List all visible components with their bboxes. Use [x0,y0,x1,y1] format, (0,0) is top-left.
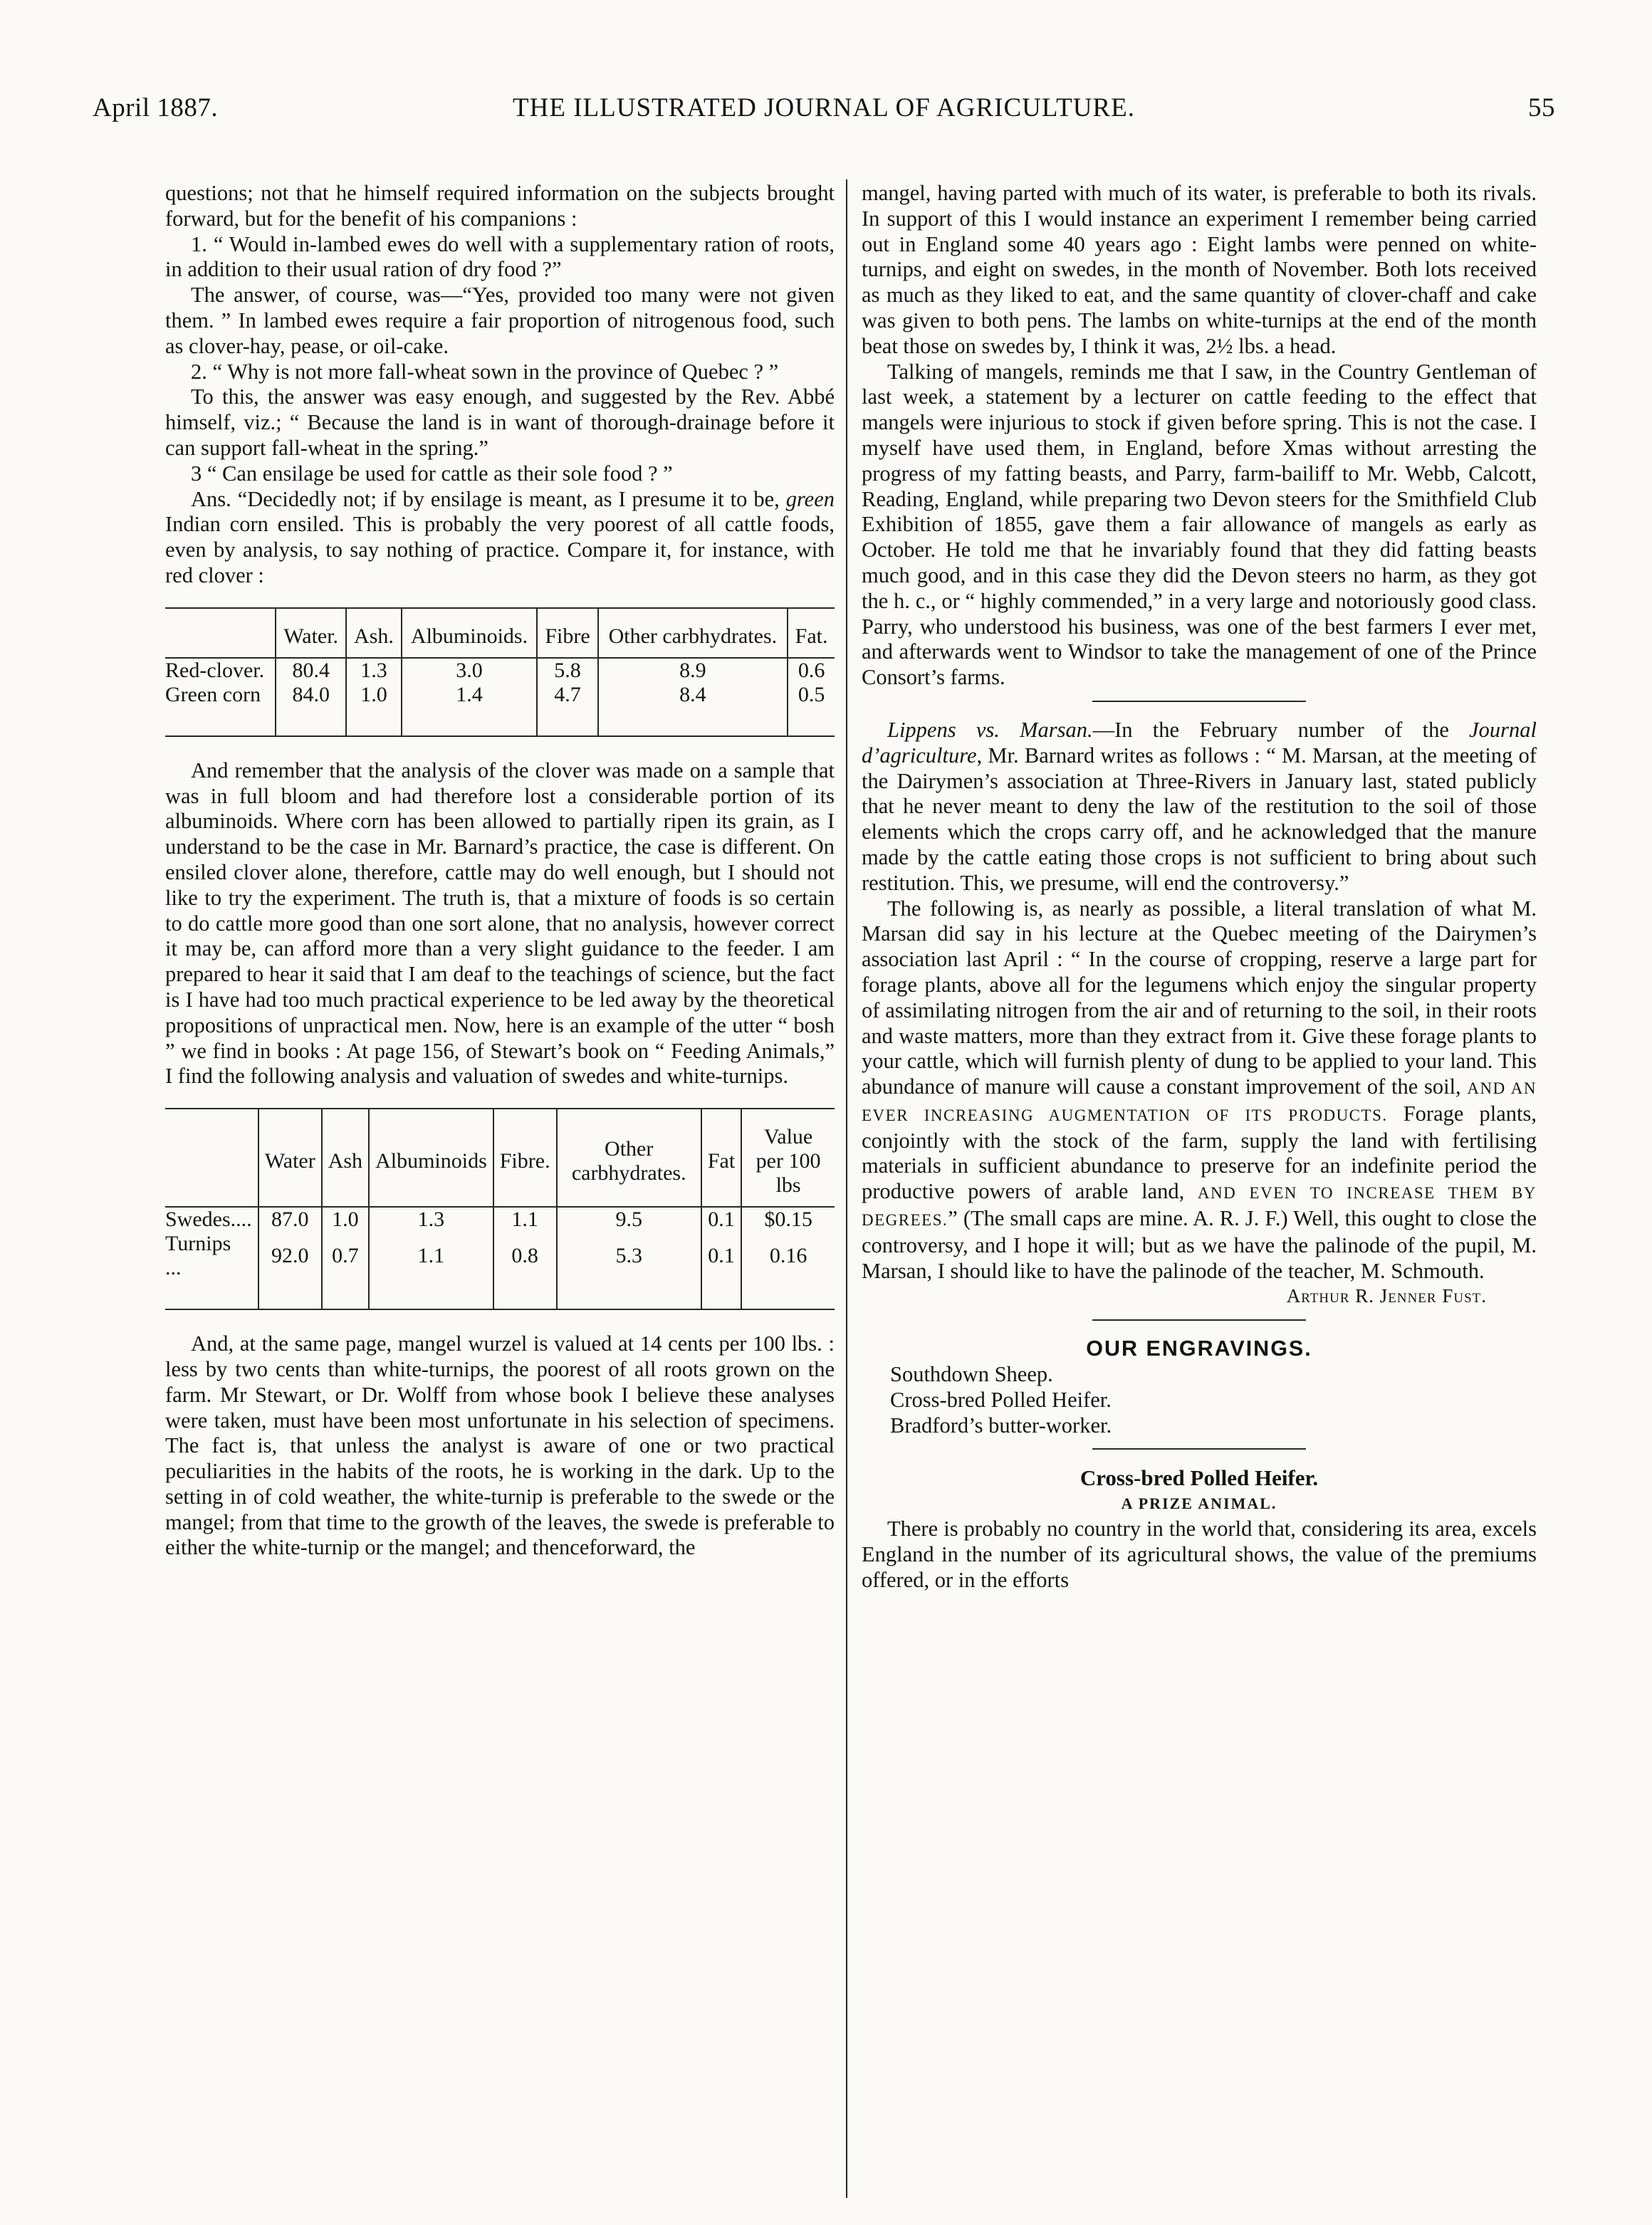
column-header: Fat [701,1109,741,1207]
table-row [165,1232,835,1309]
column-header: Fat. [788,609,835,658]
left-column [165,181,835,1561]
paragraph: And remember that the analysis of the clover was made on a sample that was in full bloom and had therefore lost a considerable portion of its albuminoids. Where corn has been allowed to partially ripen its grain, as I understand to be the case in Mr. Barnard’s practice, the case is different. On ensiled clover alone, therefore, cattle may do well enough, but I should not like to try the experiment. The truth is, that a mixture of foods is so certain to do cattle more good than one sort alone, that no analysis, however correct it may be, can afford more than a very slight guidance to the feeder. I am prepared to hear it said that I am deaf to the teachings of science, but the fact is I have had too much practical experience to be led away by the theoretical propositions of unpractical men. Now, here is an example of the utter “ bosh ” we find in books : At page 156, of Stewart’s book on “ Feeding Animals,” I find the following analysis and valuation of swedes and white-turnips. [165,758,835,1089]
table-cell: 1.1 [369,1232,493,1309]
table-cell: 0.8 [493,1232,557,1309]
table-cell: 3.0 [402,658,538,683]
column-header: Value per 100 lbs [741,1109,835,1207]
table-cell: $0.15 [741,1207,835,1232]
column-header: Water. [276,609,346,658]
table-header-row [165,1109,835,1207]
page-header [93,93,1555,131]
row-label: Green corn [165,682,261,706]
table-cell: 9.5 [557,1207,701,1232]
column-header: Other carbhydrates. [598,609,788,658]
table-cell: 8.4 [598,683,788,735]
text-run: —In the February number of the [1092,717,1470,742]
column-header [165,1109,258,1207]
paragraph: questions; not that he himself required information on the subjects brought forward, but for the benefit of his companions : [165,181,835,231]
column-header: Ash [322,1109,369,1207]
list-item: Cross-bred Polled Heifer. [890,1387,1112,1412]
table-cell: 1.3 [346,658,401,683]
row-label: Swedes.... [165,1208,252,1232]
table-cell: 0.7 [322,1232,369,1309]
text-run: Indian corn ensiled. This is probably the very poorest of all cattle foods, even by analysis, to say nothing of practice. Compare it, for instance, with red clover : [165,512,835,587]
table-cell: 8.9 [598,658,788,683]
column-header: Albuminoids [369,1109,493,1207]
column-header: Water [258,1109,322,1207]
section-divider [1092,701,1306,702]
paragraph [862,718,1537,896]
text-run: Forage plants, conjointly with the stock of the farm, supply the land with fertilising materials in sufficient abundance to preserve for an indefinite period the productive powers of arable land, [862,1101,1537,1204]
table-cell: 5.8 [537,658,597,683]
table-cell: 92.0 [258,1232,322,1309]
paragraph [862,896,1537,1284]
paragraph: And, at the same page, mangel wurzel is valued at 14 cents per 100 lbs. : less by two cents than white-turnips, the poorest of all roots grown on the farm. Mr Stewart, or Dr. Wolff from whose book I believe these analyses were taken, must have been most unfortunate in his selection of specimens. The fact is, that unless the analyst is aware of one or two practical peculiarities in the habits of the roots, he is working in the dark. Up to the setting in of cold weather, the white-turnip is preferable to the swede or the mangel; from that time to the growth of the leaves, the swede is preferable to either the white-turnip or the mangel; and thenceforward, the [165,1331,835,1560]
italic-run: Journal d’agriculture [862,717,1537,768]
paragraph [165,487,835,589]
row-label: Red-clover. [165,658,265,682]
column-header: Ash. [346,609,401,658]
paragraph: mangel, having parted with much of its water, is preferable to both its rivals. In support of this I would instance an experiment I remember being carried out in England some 40 years ago : Eight lambs were penned on white-turnips, and eight on swedes, in the month of November. Both lots received as much as they liked to eat, and the same quantity of clover-chaff and cake was given to both pens. The lambs on white-turnips at the end of the month beat those on swedes by, I think it was, 2½ lbs. a head. [862,181,1537,358]
section-divider [1092,1319,1306,1321]
issue-date: April 1887. [93,93,219,122]
analysis-table [165,1109,835,1309]
table-cell: 84.0 [276,683,346,735]
question-1: 1. “ Would in-lambed ewes do well with a supplementary ration of roots, in addition to their usual ration of dry food ?” [165,231,835,282]
signature: Arthur R. Jenner Fust. [1286,1285,1487,1307]
right-column [862,181,1537,1593]
column-header: Fibre. [493,1109,557,1207]
row-label: Turnips ... [165,1232,231,1280]
section-divider [1092,1448,1306,1450]
italic-run: Lippens vs. Marsan. [887,717,1093,742]
table-cell: 1.3 [369,1207,493,1232]
article-title: Cross-bred Polled Heifer. [1079,1465,1319,1491]
column-divider [846,179,847,2198]
list-item: Bradford’s butter-worker. [890,1413,1112,1438]
table-cell: 1.1 [493,1207,557,1232]
swedes-turnips-table [165,1108,835,1310]
table-cell: 0.1 [701,1232,741,1309]
table-cell: 0.16 [741,1232,835,1309]
journal-title: THE ILLUSTRATED JOURNAL OF AGRICULTURE. [513,93,1135,122]
clover-corn-table [165,607,835,737]
text-run: The following is, as nearly as possible, a literal translation of what M. Marsan did say in his lecture at the Quebec meeting of the Dairymen’s association last April : “ In the course of cropping, reserve a large part for forage plants, above all for the legumens which enjoy the singular property of assimilating nitrogen from the air and of returning to the soil, in their roots and waste matters, more than they extract from it. Give these forage plants to your cattle, which will furnish plenty of dung to be applied to your land. This abundance of manure will cause a constant improvement of the soil, [862,896,1537,1099]
table-row [165,658,835,683]
table-cell: 1.4 [402,683,538,735]
table-cell: 5.3 [557,1232,701,1309]
question-2: 2. “ Why is not more fall-wheat sown in the province of Quebec ? ” [191,359,779,384]
column-header: Albuminoids. [402,609,538,658]
table-cell: 0.1 [701,1207,741,1232]
paragraph: Talking of mangels, reminds me that I saw, in the Country Gentleman of last week, a statement by a lecturer on cattle feeding to the effect that mangels were injurious to stock if given before spring. This is not the case. I myself have used them, in England, before Xmas without arresting the progress of my fatting beasts, and Parry, farm-bailiff to Mr. Webb, Calcott, Reading, England, while preparing two Devon steers for the Smithfield Club Exhibition of 1855, gave them a fair allowance of mangels as early as October. He told me that he invariably found that they did fatting beasts much good, and in this case they did the Devon steers no harm, as they got the h. c., or “ highly commended,” in a very large and notoriously good class. Parry, who understood his business, was one of the best farmers I ever met, and afterwards went to Windsor to take the management of one of the Prince Consort’s farms. [862,359,1537,690]
page-number: 55 [1528,93,1555,122]
table-cell: 87.0 [258,1207,322,1232]
text-run: , Mr. Barnard writes as follows : “ M. Marsan, at the meeting of the Dairymen’s association at Three-Rivers in January last, stated publicly that he never meant to deny the law of the restitution to the soil of those elements which the crops carry off, and he acknowledged that the manure made by the cattle eating those crops is not sufficient to bring about such restitution. This, we presume, will end the controversy.” [862,743,1537,895]
table-header-row [165,609,835,658]
list-item: Southdown Sheep. [890,1362,1053,1387]
paragraph: To this, the answer was easy enough, and suggested by the Rev. Abbé himself, viz.; “ Because the land is in want of thorough-drainage before it can support fall-wheat in the spring.” [165,384,835,460]
table-row [165,683,835,735]
italic-run: green [785,486,835,511]
table-row [165,1207,835,1232]
paragraph: The answer, of course, was—“Yes, provided too many were not given them. ” In lambed ewes require a fair proportion of nitrogenous food, such as clover-hay, pease, or oil-cake. [165,283,835,358]
analysis-table [165,609,835,735]
paragraph: There is probably no country in the world that, considering its area, excels England in the number of its agricultural shows, the value of the premiums offered, or in the efforts [862,1517,1537,1592]
column-header [165,609,276,658]
table-cell: 0.5 [788,683,835,735]
table-cell: 0.6 [788,658,835,683]
column-header: Other carbhydrates. [557,1109,701,1207]
small-caps-run: AND AN EVER INCREASING AUGMENTATION OF ITS PRODUCTS. [862,1079,1537,1124]
text-run: Ans. “Decidedly not; if by ensilage is meant, as I presume it to be, [191,486,786,511]
column-header: Fibre [537,609,597,658]
text-run: ” (The small caps are mine. A. R. J. F.) Well, this ought to close the controversy, and I hope it will; but as we have the palinode of the pupil, M. Marsan, I should like to have the palinode of the teacher, M. Schmouth. [862,1206,1537,1283]
article-subtitle: A PRIZE ANIMAL. [1121,1494,1277,1513]
question-3: 3 “ Can ensilage be used for cattle as their sole food ? ” [191,461,673,486]
small-caps-run: AND EVEN TO INCREASE THEM BY DEGREES. [862,1184,1537,1230]
table-cell: 80.4 [276,658,346,683]
table-cell: 1.0 [322,1207,369,1232]
table-cell: 1.0 [346,683,401,735]
section-title: OUR ENGRAVINGS. [1086,1336,1312,1361]
table-cell: 4.7 [537,683,597,735]
